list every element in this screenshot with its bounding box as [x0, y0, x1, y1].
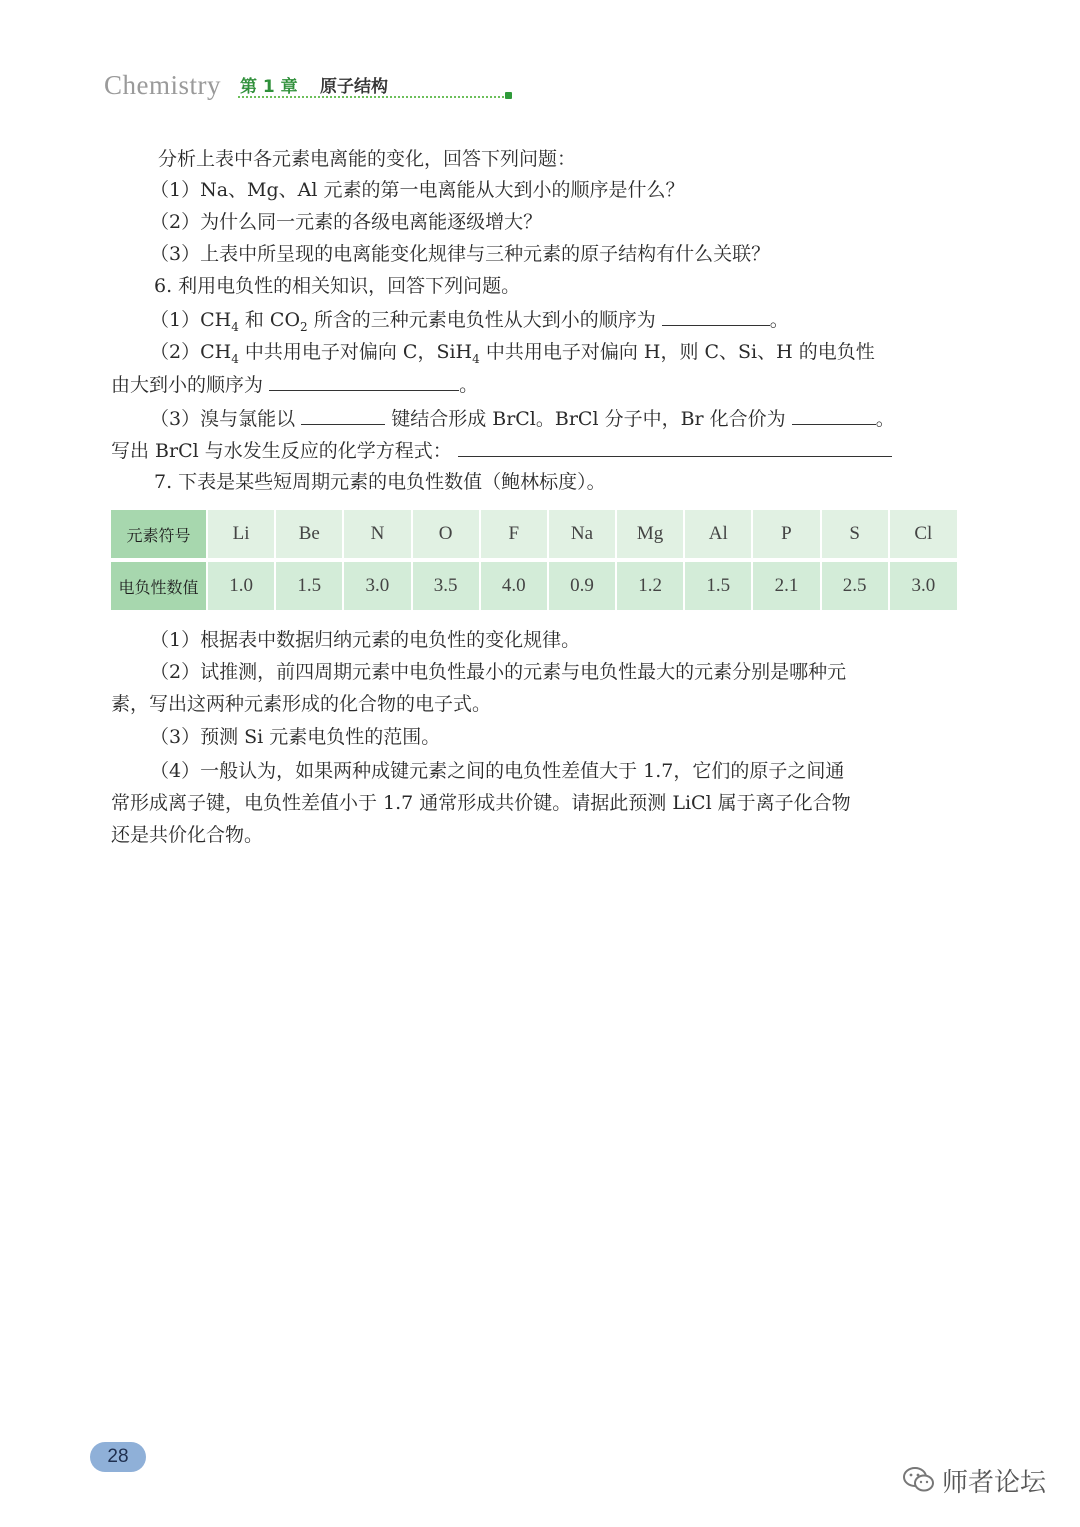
row-header: 电负性数值 — [111, 560, 207, 610]
watermark-text: 师者论坛 — [942, 1467, 1047, 1498]
answer-blank[interactable] — [662, 305, 770, 326]
question-line: 还是共价化合物。 — [111, 824, 264, 846]
chapter-number: 第 1 章 — [240, 77, 298, 97]
table-cell: 2.1 — [752, 560, 820, 610]
question-line — [150, 404, 895, 433]
text-fragment: 中共用电子对偏向 H，则 C、Si、H 的电负性 — [485, 341, 875, 363]
question-line: （3）预测 Si 元素电负性的范围。 — [150, 726, 441, 748]
answer-blank[interactable] — [458, 436, 892, 457]
table-cell: Al — [684, 510, 752, 560]
text-fragment: （1）CH — [150, 309, 232, 331]
question-heading: 6. 利用电负性的相关知识，回答下列问题。 — [154, 275, 521, 297]
table-cell: 1.5 — [684, 560, 752, 610]
subscript: 4 — [231, 351, 239, 366]
text-line: 分析上表中各元素电离能的变化，回答下列问题： — [158, 148, 577, 170]
answer-blank[interactable] — [792, 404, 876, 425]
text-fragment: 和 CO — [244, 309, 301, 331]
text-fragment: 写出 BrCl 与水发生反应的化学方程式： — [111, 440, 452, 462]
question-line — [111, 370, 478, 399]
watermark — [902, 1460, 1046, 1500]
question-line: （1）Na、Mg、Al 元素的第一电离能从大到小的顺序是什么？ — [150, 179, 685, 201]
question-heading: 7. 下表是某些短周期元素的电负性数值（鲍林标度）。 — [154, 471, 606, 493]
table-cell: Mg — [616, 510, 684, 560]
text-fragment: （3）溴与氯能以 — [150, 408, 296, 430]
question-line: 常形成离子键，电负性差值小于 1.7 通常形成共价键。请据此预测 LiCl 属于离子化合物 — [111, 792, 851, 814]
table-cell: S — [821, 510, 889, 560]
table-cell: O — [412, 510, 480, 560]
wechat-icon — [902, 1466, 936, 1494]
table-cell: Be — [275, 510, 343, 560]
question-line: （3）上表中所呈现的电离能变化规律与三种元素的原子结构有什么关联？ — [150, 243, 771, 265]
page-number-badge: 28 — [90, 1442, 146, 1472]
subscript: 4 — [231, 319, 239, 334]
answer-blank[interactable] — [269, 370, 459, 391]
question-line — [150, 338, 875, 373]
question-line: （2）为什么同一元素的各级电离能逐级增大？ — [150, 211, 543, 233]
table-cell: 3.0 — [343, 560, 411, 610]
question-line: （2）试推测，前四周期元素中电负性最小的元素与电负性最大的元素分别是哪种元 — [150, 661, 847, 683]
table-cell: Na — [548, 510, 616, 560]
table-cell: Li — [207, 510, 275, 560]
table-cell: 1.2 — [616, 560, 684, 610]
text-fragment: （2）CH — [150, 341, 232, 363]
subscript: 4 — [472, 351, 480, 366]
question-line — [111, 436, 892, 465]
question-line: 素，写出这两种元素形成的化合物的电子式。 — [111, 693, 492, 715]
table-row — [111, 560, 957, 610]
text-fragment: 由大到小的顺序为 — [111, 374, 264, 396]
row-header: 元素符号 — [111, 510, 207, 560]
text-fragment: 所含的三种元素电负性从大到小的顺序为 — [313, 309, 656, 331]
header-rule-end-mark — [505, 92, 512, 99]
electronegativity-table — [111, 510, 957, 610]
table-cell: 3.0 — [889, 560, 957, 610]
table-row — [111, 510, 957, 560]
brand-title: Chemistry — [104, 70, 221, 100]
header-dotted-rule — [238, 96, 504, 98]
table-cell: 4.0 — [480, 560, 548, 610]
text-fragment: 键结合形成 BrCl。BrCl 分子中，Br 化合价为 — [391, 408, 786, 430]
text-fragment: 。 — [875, 408, 895, 430]
table-cell: N — [343, 510, 411, 560]
table-cell: 3.5 — [412, 560, 480, 610]
table-cell: 0.9 — [548, 560, 616, 610]
table-cell: 1.0 — [207, 560, 275, 610]
table-cell: 2.5 — [821, 560, 889, 610]
text-fragment: 中共用电子对偏向 C，SiH — [244, 341, 473, 363]
table-cell: Cl — [889, 510, 957, 560]
table-cell: 1.5 — [275, 560, 343, 610]
question-line: （4）一般认为，如果两种成键元素之间的电负性差值大于 1.7，它们的原子之间通 — [150, 760, 845, 782]
text-fragment: 。 — [459, 374, 479, 396]
table-cell: P — [752, 510, 820, 560]
question-line — [150, 305, 789, 341]
table-cell: F — [480, 510, 548, 560]
subscript: 2 — [300, 319, 308, 334]
text-fragment: 。 — [769, 309, 789, 331]
answer-blank[interactable] — [301, 404, 385, 425]
chapter-title: 原子结构 — [320, 77, 388, 97]
question-line: （1）根据表中数据归纳元素的电负性的变化规律。 — [150, 629, 581, 651]
